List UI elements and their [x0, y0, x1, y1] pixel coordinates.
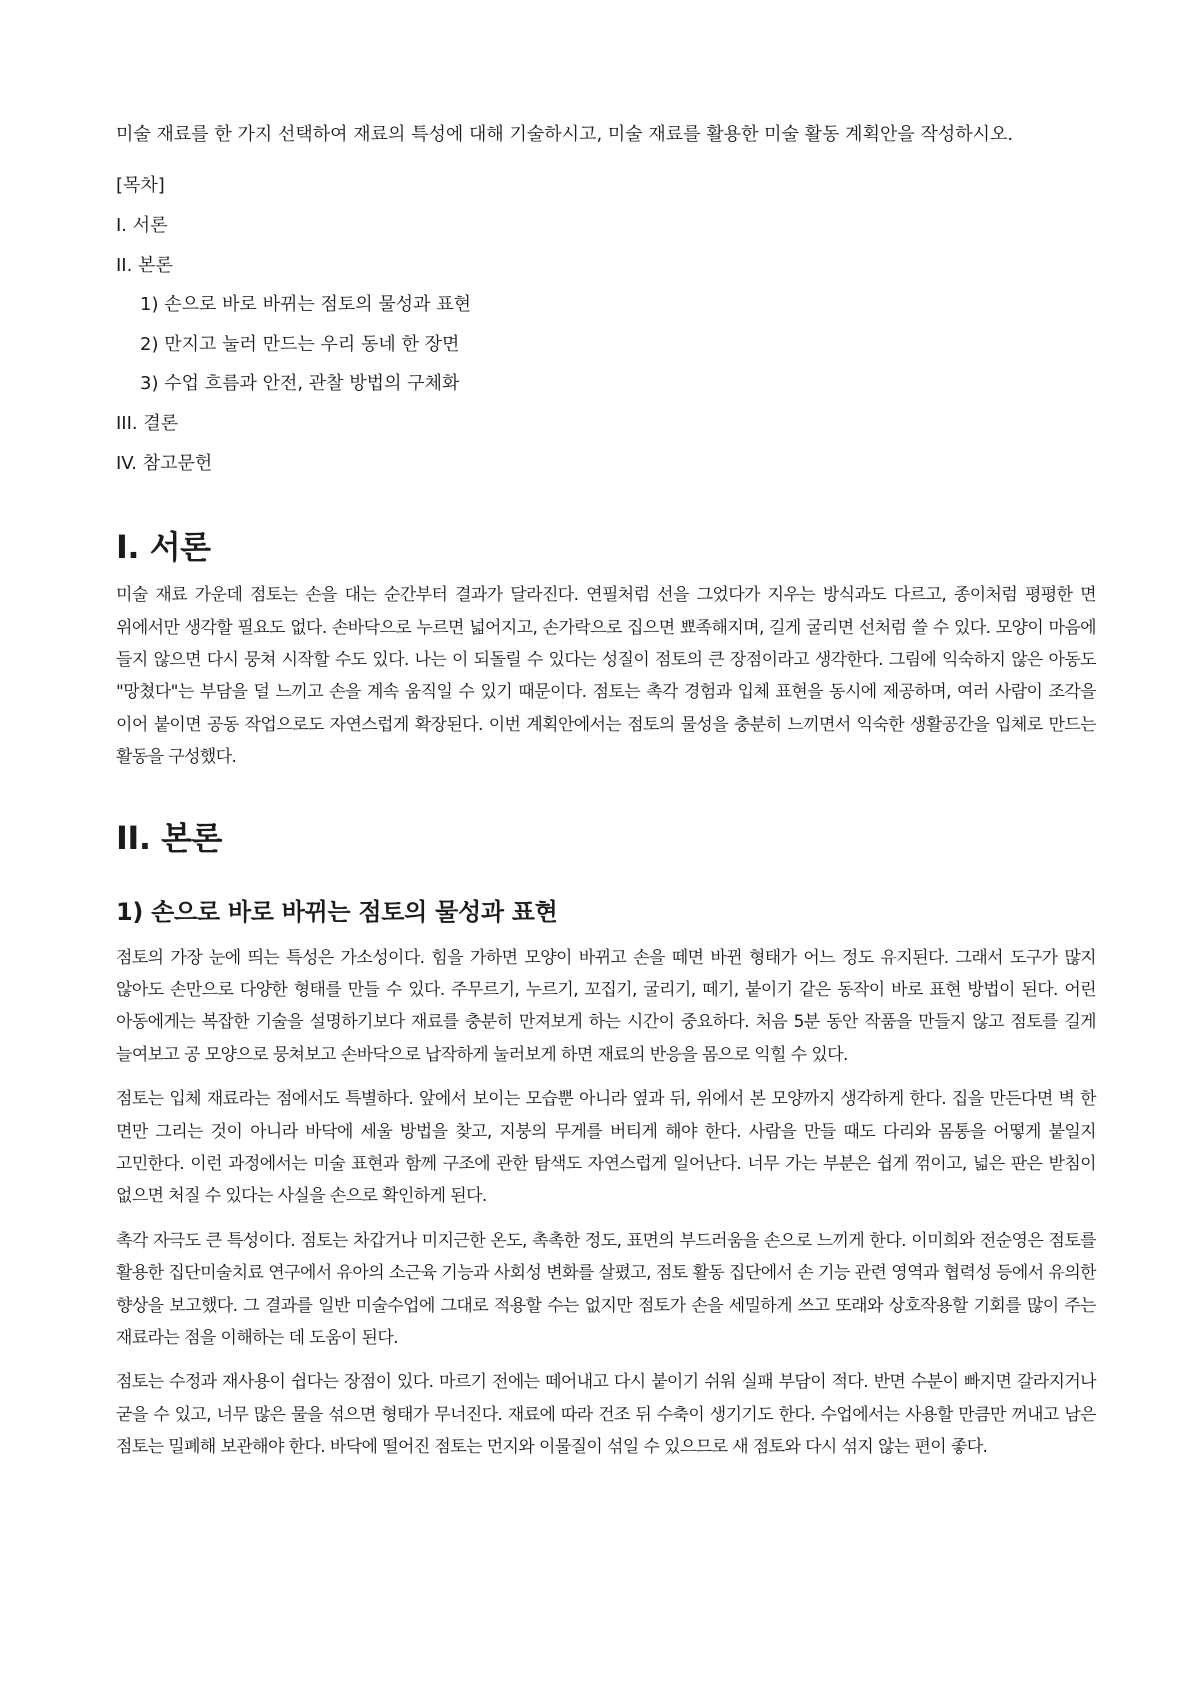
- body-sub1-heading: 1) 손으로 바로 바뀌는 점토의 물성과 표현: [116, 897, 558, 926]
- toc-title: [목차]: [116, 175, 165, 196]
- toc-item-body: II. 본론: [116, 254, 173, 276]
- intro-heading: I. 서론: [116, 528, 211, 567]
- toc-item-body-1: 1) 손으로 바로 바뀌는 점토의 물성과 표현: [140, 294, 472, 316]
- toc-item-intro: I. 서론: [116, 215, 168, 236]
- body-sub1-paragraph: 촉각 자극도 큰 특성이다. 점토는 차갑거나 미지근한 온도, 촉촉한 정도, 표면의 부드러움을 손으로 느끼게 한다. 이미희와 전순영은 점토를 활용한 집단미술치료 연구에서 유아의 소근육 기능과 사회성 변화를 살폈고, 점토 활동 집단에서 손 기능 관련 영역과 협력성 등에서 유의한 향상을 보고했다. 그 결과를 일반 미술수업에 그대로 적용할 수는 없지만 점토가 손을 세밀하게 쓰고 또래와 상호작용할 기회를 많이 주는 재료라는 점을 이해하는 데 도움이 된다.: [116, 1230, 1096, 1349]
- body-sub1-paragraph: 점토는 입체 재료라는 점에서도 특별하다. 앞에서 보이는 모습뿐 아니라 옆과 뒤, 위에서 본 모양까지 생각하게 한다. 집을 만든다면 벽 한 면만 그리는 것이 아니라 바닥에 세울 방법을 찾고, 지붕의 무게를 버티게 해야 한다. 사람을 만들 때도 다리와 몸통을 어떻게 붙일지 고민한다. 이런 과정에서는 미술 표현과 함께 구조에 관한 탐색도 자연스럽게 일어난다. 너무 가는 부분은 쉽게 꺾이고, 넓은 판은 받침이 없으면 처질 수 있다는 사실을 손으로 확인하게 된다.: [116, 1089, 1096, 1207]
- toc-item-conclusion: III. 결론: [116, 412, 179, 434]
- toc-item-body-2: 2) 만지고 눌러 만드는 우리 동네 한 장면: [140, 333, 460, 355]
- body-sub1-paragraph: 점토는 수정과 재사용이 쉽다는 장점이 있다. 마르기 전에는 떼어내고 다시 붙이기 쉬워 실패 부담이 적다. 반면 수분이 빠지면 갈라지거나 굳을 수 있고, 너무 많은 물을 섞으면 형태가 무너진다. 재료에 따라 건조 뒤 수축이 생기기도 한다. 수업에서는 사용할 만큼만 꺼내고 남은 점토는 밀폐해 보관해야 한다. 바닥에 떨어진 점토는 먼지와 이물질이 섞일 수 있으므로 새 점토와 다시 섞지 않는 편이 좋다.: [116, 1372, 1096, 1458]
- table-of-contents: [116, 166, 1096, 483]
- intro-paragraph: 미술 재료 가운데 점토는 손을 대는 순간부터 결과가 달라진다. 연필처럼 선을 그었다가 지우는 방식과도 다르고, 종이처럼 평평한 면 위에서만 생각할 필요도 없다. 손바닥으로 누르면 넓어지고, 손가락으로 집으면 뾰족해지며, 길게 굴리면 선처럼 쓸 수 있다. 모양이 마음에 들지 않으면 다시 뭉쳐 시작할 수도 있다. 나는 이 되돌릴 수 있다는 성질이 점토의 큰 장점이라고 생각한다. 그림에 익숙하지 않은 아동도 "망쳤다"는 부담을 덜 느끼고 손을 계속 움직일 수 있기 때문이다. 점토는 촉각 경험과 입체 표현을 동시에 제공하며, 여러 사람이 조각을 이어 붙이면 공동 작업으로도 자연스럽게 확장된다. 이번 계획안에서는 점토의 물성을 충분히 느끼면서 익숙한 생활공간을 입체로 만드는 활동을 구성했다.: [116, 585, 1096, 768]
- toc-list: [116, 206, 1096, 483]
- body-sub1-paragraph: 점토의 가장 눈에 띄는 특성은 가소성이다. 힘을 가하면 모양이 바뀌고 손을 떼면 바뀐 형태가 어느 정도 유지된다. 그래서 도구가 많지 않아도 손만으로 다양한 형태를 만들 수 있다. 주무르기, 누르기, 꼬집기, 굴리기, 떼기, 붙이기 같은 동작이 바로 표현 방법이 된다. 어린 아동에게는 복잡한 기술을 설명하기보다 재료를 충분히 만져보게 하는 시간이 중요하다. 처음 5분 동안 작품을 만들지 않고 점토를 길게 늘여보고 공 모양으로 뭉쳐보고 손바닥으로 납작하게 눌러보게 하면 재료의 반응을 몸으로 익힐 수 있다.: [116, 947, 1096, 1065]
- toc-item-references: IV. 참고문헌: [116, 452, 213, 474]
- assignment-prompt: 미술 재료를 한 가지 선택하여 재료의 특성에 대해 기술하시고, 미술 재료를 활용한 미술 활동 계획안을 작성하시오.: [116, 124, 1014, 145]
- body-heading: II. 본론: [116, 818, 222, 857]
- toc-item-body-3: 3) 수업 흐름과 안전, 관찰 방법의 구체화: [140, 373, 460, 395]
